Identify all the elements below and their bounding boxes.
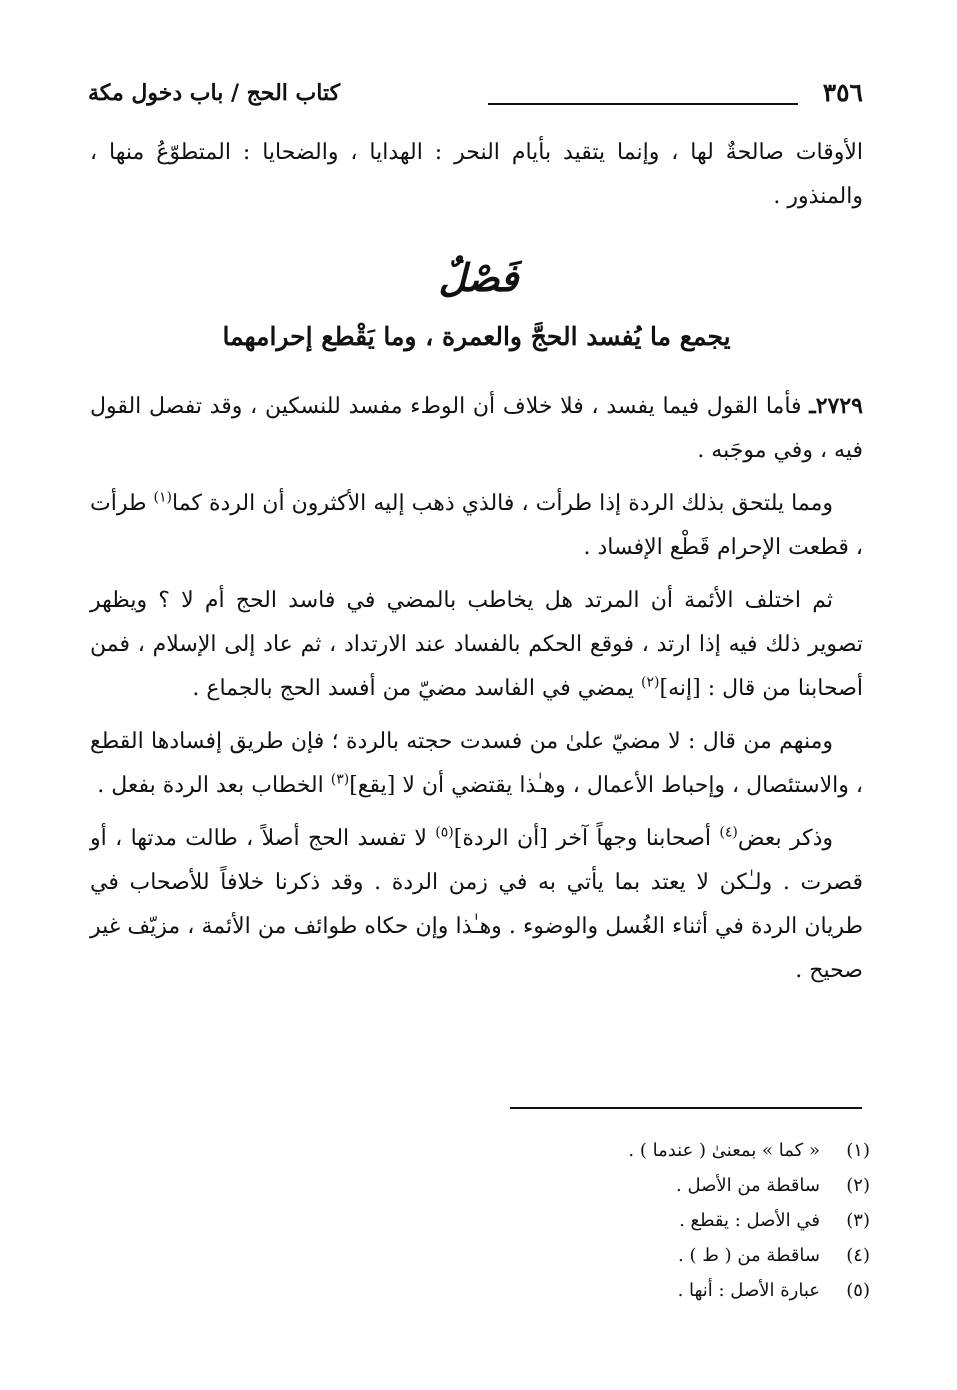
footnote-number: (٣) — [846, 1210, 870, 1231]
footnote-separator — [510, 1107, 862, 1109]
footnote-marker: (١) — [153, 489, 172, 506]
footnote-item — [300, 1168, 870, 1203]
footnote-marker: (٤) — [719, 824, 738, 841]
footnote-marker: (٣) — [330, 771, 350, 788]
paragraph-text: يمضي في الفاسد مضيّ من أفسد الحج بالجماع . — [192, 676, 642, 701]
page-header — [88, 78, 863, 118]
footnote-item — [300, 1203, 870, 1238]
footnote-number: (٢) — [846, 1175, 870, 1196]
paragraph-2729 — [90, 384, 863, 473]
opening-text-block — [90, 131, 863, 219]
footnote-number: (٥) — [846, 1280, 870, 1301]
paragraph-text: ومنهم من قال : لا مضيّ علىٰ من فسدت حجته بالردة ؛ فإن طريق إفسادها القطع ، والاستئصال ، وإحباط الأعمال ، وهـٰذا يقتضي أن لا [يقع] — [90, 729, 863, 798]
section-calligraphy: فَصْلٌ — [438, 255, 519, 300]
paragraph-text: وذكر بعض — [737, 826, 833, 851]
paragraph-text: فأما القول فيما يفسد ، فلا خلاف أن الوطء مفسد للنسكين ، وقد تفصل القول فيه ، وفي موجَبه . — [90, 394, 863, 463]
footnote-number: (٤) — [846, 1245, 870, 1266]
footnotes-list — [300, 1133, 870, 1308]
footnote-text: في الأصل : يقطع . — [679, 1210, 820, 1231]
footnote-text: ساقطة من ( ط ) . — [678, 1245, 820, 1266]
footnote-item — [300, 1133, 870, 1168]
footnote-text: « كما » بمعنىٰ ( عندما ) . — [628, 1140, 820, 1161]
footnote-item — [300, 1238, 870, 1273]
footnote-item — [300, 1273, 870, 1308]
opening-paragraph: الأوقات صالحةٌ لها ، وإنما يتقيد بأيام النحر : الهدايا ، والضحايا : المتطوّعُ منها ، والمنذور . — [90, 140, 863, 209]
footnote-text: عبارة الأصل : أنها . — [677, 1280, 820, 1301]
paragraph-text: ومما يلتحق بذلك الردة إذا طرأت ، فالذي ذهب إليه الأكثرون أن الردة كما — [172, 491, 833, 516]
header-rule — [488, 103, 798, 105]
main-text-block — [90, 384, 863, 993]
paragraph-another-aspect — [90, 817, 863, 993]
footnote-marker: (٢) — [641, 674, 660, 691]
page-number: ٣٥٦ — [822, 78, 863, 107]
footnote-marker: (٥) — [435, 824, 454, 841]
running-title: كتاب الحج / باب دخول مكة — [88, 80, 341, 106]
paragraph-text: الخطاب بعد الردة بفعل . — [97, 773, 331, 798]
footnote-text: ساقطة من الأصل . — [676, 1175, 820, 1196]
paragraph-text: أصحابنا وجهاً آخر [أن الردة] — [453, 826, 720, 851]
footnote-number: (١) — [846, 1140, 870, 1161]
paragraph-text: ثم اختلف الأئمة أن المرتد هل يخاطب بالمضي في فاسد الحج أم لا ؟ ويظهر تصوير ذلك فيه إذا ارتد ، فوقع الحكم بالفساد عند الارتداد ، ثم عاد إلى الإسلام ، فمن أصحابنا من قال : [إنه] — [90, 588, 863, 701]
paragraph-text: لا تفسد الحج أصلاً ، طالت مدتها ، أو قصرت . ولـٰكن لا يعتد بما يأتي به في زمن الردة . وقد ذكرنا خلافاً للأصحاب في طريان الردة في أثناء الغُسل والوضوء . وهـٰذا وإن حكاه طوائف من الأئمة ، مزيّف غير صحيح . — [90, 826, 863, 983]
section-title: يجمع ما يُفسد الحجَّ والعمرة ، وما يَقْطع إحرامهما — [222, 322, 731, 351]
paragraph-text: طرأت ، قطعت الإحرام قَطْع الإفساد . — [90, 491, 863, 560]
paragraph-number: ٢٧٢٩ـ — [809, 393, 863, 419]
paragraph-disagreement — [90, 579, 863, 711]
paragraph-other-view — [90, 720, 863, 808]
paragraph-apostasy — [90, 482, 863, 570]
